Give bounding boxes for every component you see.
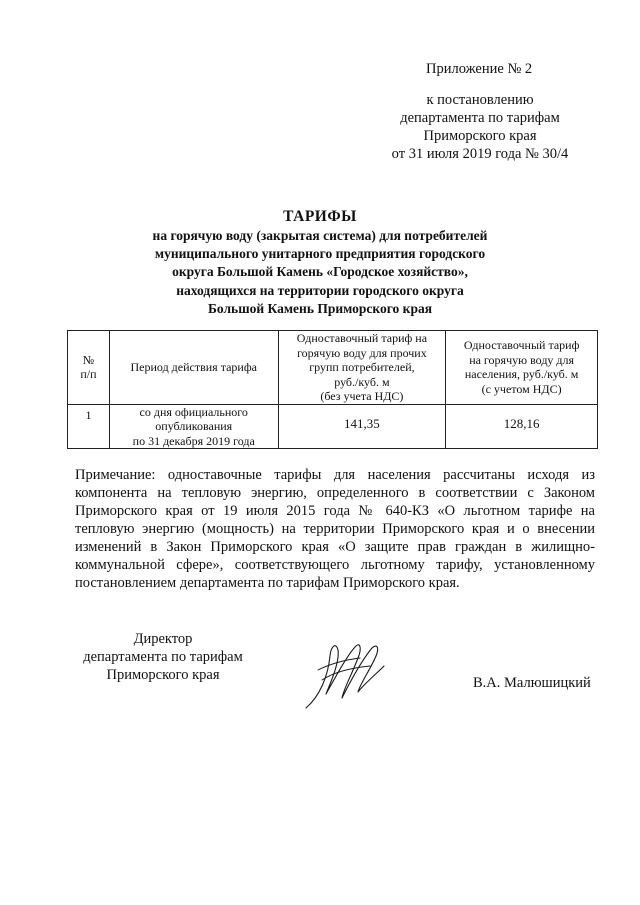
note-paragraph: Примечание: одноставочные тарифы для населения рассчитаны исходя из компонента на тепловую энергию, определенного в соответствии с Законом Приморского края от 19 июля 2015 года № 640-КЗ «О льготном тарифе на тепловую энергию (мощность) на территории Приморского края и о внесении изменений в Закон Приморского края «О защите прав граждан в жилищно-коммунальной сфере», соответствующего льготному тарифу, установленному постановлением департамента по тарифам Приморского края.: [75, 467, 595, 591]
handwritten-signature: [300, 636, 390, 716]
title-line: муниципального унитарного предприятия городского: [154, 246, 486, 262]
appendix-line: Приморского края: [423, 128, 537, 144]
cell-tariff-population: 128,16: [446, 404, 598, 449]
signer-name: В.А. Малюшицкий: [473, 675, 591, 691]
appendix-number: Приложение № 2: [426, 61, 533, 77]
header-period: Период действия тарифа: [109, 331, 278, 405]
appendix-reference: [380, 91, 580, 163]
title-main: ТАРИФЫ: [283, 208, 357, 225]
table-row: [68, 404, 598, 449]
table-header-row: [68, 331, 598, 405]
signatory-title: Директор департамента по тарифам Приморского края: [83, 631, 243, 683]
title-line: округа Большой Камень «Городское хозяйство»,: [172, 264, 468, 280]
cell-period: со дня официального опубликования по 31 декабря 2019 года: [109, 404, 278, 449]
title-line: на горячую воду (закрытая система) для потребителей: [152, 228, 488, 243]
cell-num: 1: [68, 404, 110, 449]
header-num: № п/п: [68, 331, 110, 405]
tariffs-table: [67, 330, 598, 449]
appendix-header: [380, 60, 580, 163]
appendix-line: от 31 июля 2019 года № 30/4: [391, 146, 569, 162]
header-tariff-population: Одноставочный тариф на горячую воду для населения, руб./куб. м (с учетом НДС): [446, 331, 598, 405]
title-line: находящихся на территории городского округа: [176, 282, 464, 298]
title-line: Большой Камень Приморского края: [207, 300, 432, 316]
cell-tariff-other: 141,35: [278, 404, 446, 449]
appendix-line: департамента по тарифам: [400, 110, 560, 126]
header-tariff-other: Одноставочный тариф на горячую воду для прочих групп потребителей, руб./куб. м (без учета НДС): [278, 331, 446, 405]
appendix-line: к постановлению: [426, 92, 534, 108]
document-title: [110, 207, 530, 318]
